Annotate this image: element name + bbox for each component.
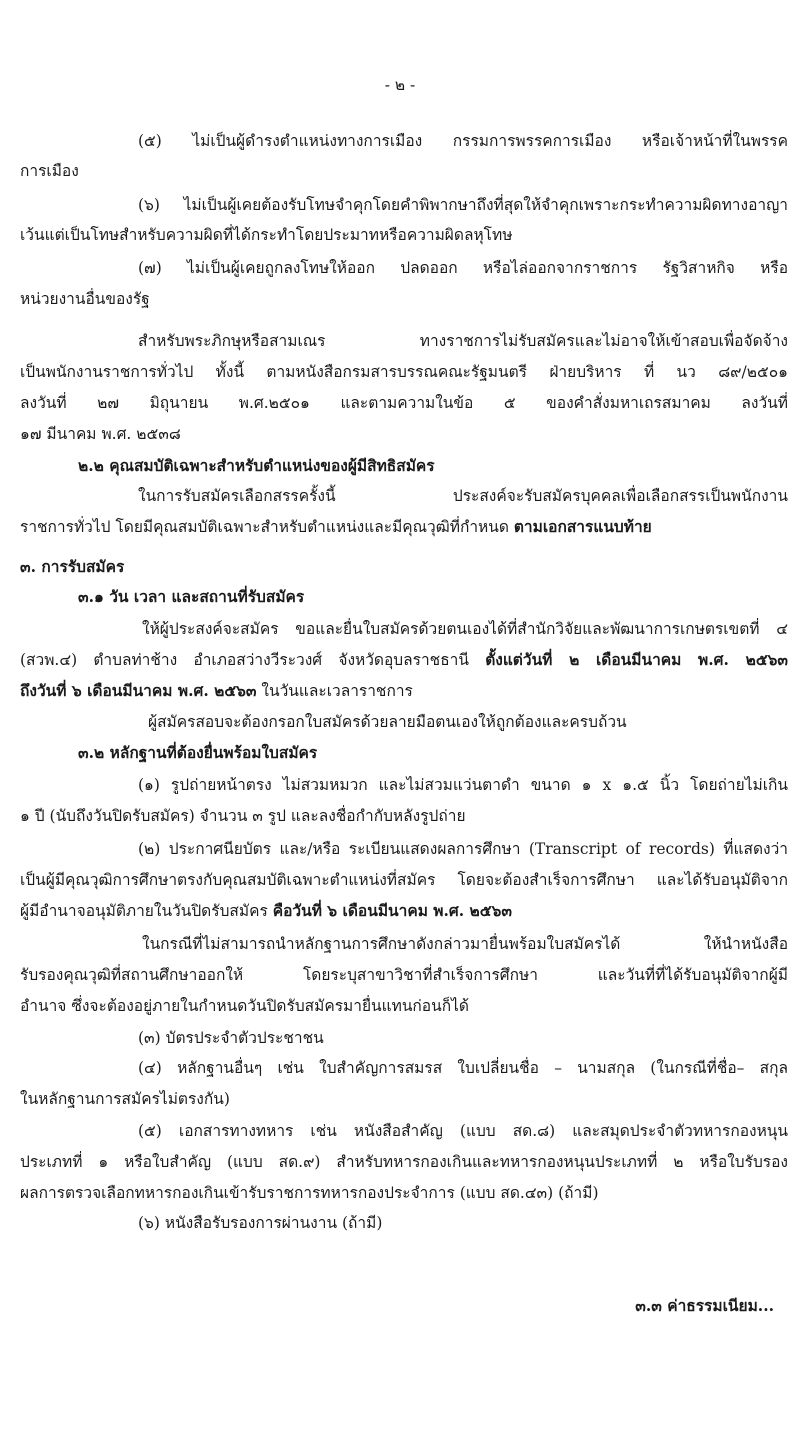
section-3-2-heading: ๓.๒ หลักฐานที่ต้องยื่นพร้อมใบสมัคร bbox=[78, 743, 318, 762]
section-2-2-heading: ๒.๒ คุณสมบัติเฉพาะสำหรับตำแหน่งของผู้มีสิทธิสมัคร bbox=[78, 456, 435, 475]
section-2-2-text: ราชการทั่วไป โดยมีคุณสมบัติเฉพาะสำหรับตำแหน่งและมีคุณวุฒิที่กำหนด bbox=[20, 518, 514, 536]
document-6: (๖) หนังสือรับรองการผ่านงาน (ถ้ามี) bbox=[138, 1214, 383, 1232]
document-4-line-2: ในหลักฐานการสมัครไม่ตรงกัน) bbox=[20, 1090, 230, 1108]
start-date: ตั้งแต่วันที่ ๒ เดือนมีนาคม พ.ศ. ๒๕๖๓ bbox=[485, 650, 788, 669]
monk-paragraph-line-1: สำหรับพระภิกษุหรือสามเณร ทางราชการไม่รับสมัครและไม่อาจให้เข้าสอบเพื่อจัดจ้าง bbox=[138, 332, 788, 350]
section-2-2-line-2 bbox=[20, 516, 652, 538]
closing-date: คือวันที่ ๖ เดือนมีนาคม พ.ศ. ๒๕๖๓ bbox=[272, 901, 512, 920]
qualification-7-line-2: หน่วยงานอื่นของรัฐ bbox=[20, 290, 150, 308]
continuation-footer: ๓.๓ ค่าธรรมเนียม... bbox=[635, 1296, 774, 1315]
location-text: (สวพ.๔) ตำบลท่าช้าง อำเภอสว่างวีระวงศ์ จังหวัดอุบลราชธานี bbox=[20, 651, 486, 669]
document-5-line-3: ผลการตรวจเลือกทหารกองเกินเข้ารับราชการทหารกองประจำการ (แบบ สด.๔๓) (ถ้ามี) bbox=[20, 1184, 599, 1202]
monk-paragraph-line-2: เป็นพนักงานราชการทั่วไป ทั้งนี้ ตามหนังสือกรมสารบรรณคณะรัฐมนตรี ฝ่ายบริหาร ที่ นว ๘๙/๒๕๐๑ bbox=[20, 363, 788, 381]
qualification-5-line-2: การเมือง bbox=[20, 162, 79, 180]
qualification-6-line-1: (๖) ไม่เป็นผู้เคยต้องรับโทษจำคุกโดยคำพิพากษาถึงที่สุดให้จำคุกเพราะกระทำความผิดทางอาญา bbox=[138, 196, 788, 214]
section-3-1-line-2 bbox=[20, 649, 788, 671]
qualification-5-line-1: (๕) ไม่เป็นผู้ดำรงตำแหน่งทางการเมือง กรรมการพรรคการเมือง หรือเจ้าหน้าที่ในพรรค bbox=[138, 132, 788, 150]
monk-paragraph-line-4: ๑๗ มีนาคม พ.ศ. ๒๕๓๘ bbox=[20, 425, 181, 443]
document-2-line-2: เป็นผู้มีคุณวุฒิการศึกษาตรงกับคุณสมบัติเฉพาะตำแหน่งที่สมัคร โดยจะต้องสำเร็จการศึกษา และได้รับอนุมัติจาก bbox=[20, 871, 788, 889]
document-1-line-2: ๑ ปี (นับถึงวันปิดรับสมัคร) จำนวน ๓ รูป และลงชื่อกำกับหลังรูปถ่าย bbox=[20, 807, 466, 825]
document-2-line-1: (๒) ประกาศนียบัตร และ/หรือ ระเบียนแสดงผลการศึกษา (Transcript of records) ที่แสดงว่า bbox=[138, 840, 788, 858]
office-hours-text: ในวันและเวลาราชการ bbox=[256, 682, 413, 700]
qualification-6-line-2: เว้นแต่เป็นโทษสำหรับความผิดที่ได้กระทำโดยประมาทหรือความผิดลหุโทษ bbox=[20, 226, 513, 244]
alternative-line-2: รับรองคุณวุฒิที่สถานศึกษาออกให้ โดยระบุสาขาวิชาที่สำเร็จการศึกษา และวันที่ที่ได้รับอนุมัติจากผู้มี bbox=[20, 966, 788, 984]
section-3-1-heading: ๓.๑ วัน เวลา และสถานที่รับสมัคร bbox=[78, 587, 305, 606]
end-date: ถึงวันที่ ๖ เดือนมีนาคม พ.ศ. ๒๕๖๓ bbox=[20, 681, 257, 700]
alternative-line-3: อำนาจ ซึ่งจะต้องอยู่ภายในกำหนดวันปิดรับสมัครมายื่นแทนก่อนก็ได้ bbox=[20, 997, 469, 1015]
alternative-line-1: ในกรณีที่ไม่สามารถนำหลักฐานการศึกษาดังกล่าวมายื่นพร้อมใบสมัครได้ ให้นำหนังสือ bbox=[142, 935, 788, 953]
section-3-1-line-3 bbox=[20, 680, 413, 702]
document-5-line-2: ประเภทที่ ๑ หรือใบสำคัญ (แบบ สด.๙) สำหรับทหารกองเกินและทหารกองหนุนประเภทที่ ๒ หรือใบรับรอง bbox=[20, 1153, 788, 1171]
monk-paragraph-line-3: ลงวันที่ ๒๗ มิถุนายน พ.ศ.๒๕๐๑ และตามความในข้อ ๕ ของคำสั่งมหาเถรสมาคม ลงวันที่ bbox=[20, 394, 788, 412]
section-3-heading: ๓. การรับสมัคร bbox=[20, 557, 125, 576]
approval-text: ผู้มีอำนาจอนุมัติภายในวันปิดรับสมัคร bbox=[20, 902, 273, 920]
document-1-line-1: (๑) รูปถ่ายหน้าตรง ไม่สวมหมวก และไม่สวมแว่นตาดำ ขนาด ๑ x ๑.๕ นิ้ว โดยถ่ายไม่เกิน bbox=[138, 776, 788, 794]
document-3: (๓) บัตรประจำตัวประชาชน bbox=[138, 1029, 324, 1047]
document-5-line-1: (๕) เอกสารทางทหาร เช่น หนังสือสำคัญ (แบบ สด.๘) และสมุดประจำตัวทหารกองหนุน bbox=[138, 1122, 788, 1140]
document-4-line-1: (๔) หลักฐานอื่นๆ เช่น ใบสำคัญการสมรส ใบเปลี่ยนชื่อ – นามสกุล (ในกรณีที่ชื่อ– สกุล bbox=[138, 1059, 788, 1077]
section-2-2-line-1: ในการรับสมัครเลือกสรรครั้งนี้ ประสงค์จะรับสมัครบุคคลเพื่อเลือกสรรเป็นพนักงาน bbox=[138, 487, 788, 505]
page-number: - ๒ - bbox=[384, 76, 416, 94]
qualification-7-line-1: (๗) ไม่เป็นผู้เคยถูกลงโทษให้ออก ปลดออก หรือไล่ออกจากราชการ รัฐวิสาหกิจ หรือ bbox=[138, 259, 788, 277]
handwriting-requirement: ผู้สมัครสอบจะต้องกรอกใบสมัครด้วยลายมือตนเองให้ถูกต้องและครบถ้วน bbox=[148, 713, 627, 731]
document-2-line-3 bbox=[20, 900, 512, 922]
attachment-reference: ตามเอกสารแนบท้าย bbox=[513, 517, 652, 536]
section-3-1-line-1: ให้ผู้ประสงค์จะสมัคร ขอและยื่นใบสมัครด้วยตนเองได้ที่สำนักวิจัยและพัฒนาการเกษตรเขตที่ ๔ bbox=[142, 620, 788, 638]
